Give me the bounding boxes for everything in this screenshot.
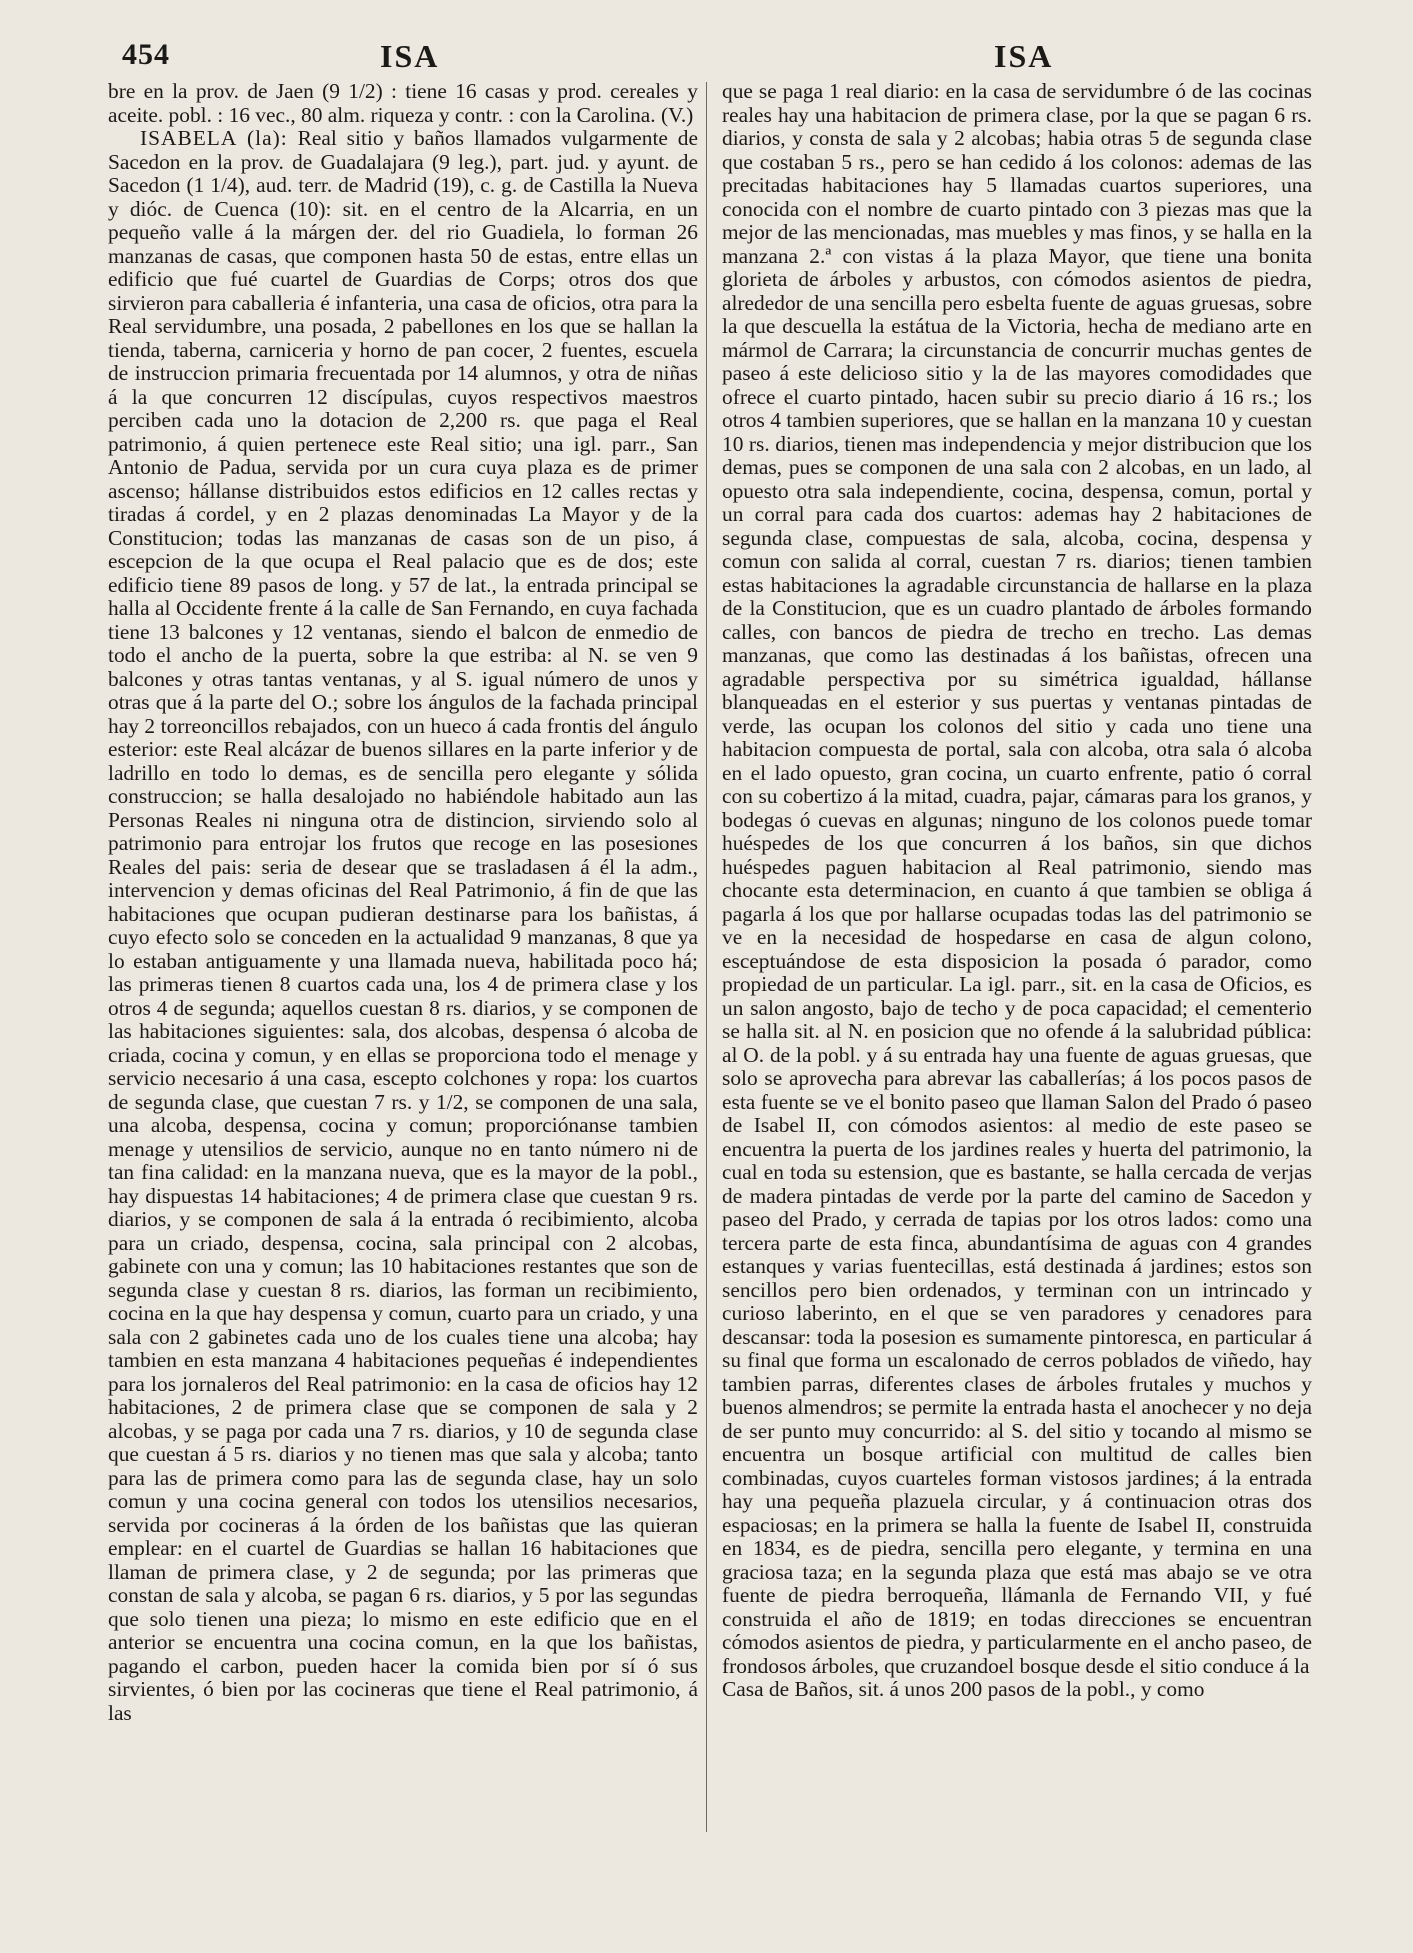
- paragraph-continued: que se paga 1 real diario: en la casa de servidumbre ó de las cocinas reales hay una habitacion de primera clase, por la que se pagan 6 rs. diarios, y consta de sala y 2 alcobas; habia otras 5 de segunda clase que costaban 5 rs., pero se han cedido á los colonos: ademas de las precitadas habitaciones hay 5 llamadas cuartos superiores, una conocida con el nombre de cuarto pintado con 3 piezas mas que la mejor de las mencionadas, mas muebles y mas finos, y se halla en la manzana 2.ª con vistas á la plaza Mayor, que tiene una bonita glorieta de árboles y arbustos, con cómodos asientos de piedra, alrededor de una sencilla pero esbelta fuente de aguas gruesas, sobre la que descuella la estátua de la Victoria, hecha de mediano arte en mármol de Carrara; la circunstancia de concurrir muchas gentes de paseo á este delicioso sitio y la de las mayores comodidades que ofrece el cuarto pintado, hacen subir su precio diario á 16 rs.; los otros 4 tambien superiores, que se hallan en la manzana 10 y cuestan 10 rs. diarios, tienen mas independencia y mejor distribucion que los demas, pues se componen de una sala con 2 alcobas, en un lado, al opuesto otra sala independiente, cocina, despensa, comun, portal y un corral para cada dos cuartos: ademas hay 2 habitaciones de segunda clase, compuestas de sala, alcoba, cocina, despensa y comun con salida al corral, cuestan 7 rs. diarios; tienen tambien estas habitaciones la agradable circunstancia de hallarse en la plaza de la Constitucion, que es un cuadro plantado de árboles formando calles, con bancos de piedra de trecho en trecho. Las demas manzanas, que como las destinadas á los bañistas, ofrecen una agradable perspectiva por su simétrica igualdad, hállanse blanqueadas en el esterior y sus puertas y ventanas pintadas de verde, las ocupan los colonos del sitio y cada uno tiene una habitacion compuesta de portal, sala con alcoba, otra sala ó alcoba en el lado opuesto, gran cocina, un cuarto enfrente, patio ó corral con su cobertizo á la mitad, cuadra, pajar, cámaras para los granos, y bodegas ó cuevas en algunas; ninguno de los colonos puede tomar huéspedes de los que concurren á los baños, sin que dichos huéspedes paguen habitacion al Real patrimonio, siendo mas chocante esta determinacion, en cuanto á que tambien se obliga á pagarla á los que por hallarse ocupadas todas las del patrimonio se ve en la necesidad de hospedarse en casa de algun colono, esceptuándose de esta disposicion la posada ó parador, como propiedad de un particular. La igl. parr., sit. en la casa de Oficios, es un salon angosto, bajo de techo y de poca capacidad; el cementerio se halla sit. al N. en posicion que no ofende á la salubridad pública: al O. de la pobl. y á su entrada hay una fuente de aguas gruesas, que solo se aprovecha para abrevar las caballerías; á los pocos pasos de esta fuente se ve el bonito paseo que llaman Salon del Prado ó paseo de Isabel II, con cómodos asientos: al medio de este paseo se encuentra la puerta de los jardines reales y huerta del patrimonio, la cual en toda su estension, que es bastante, se halla cercada de verjas de madera pintadas de verde por la parte del camino de Sacedon y paseo del Prado, y cerrada de tapias por los otros lados: como una tercera parte de esta finca, abundantísima de aguas con 4 grandes estanques y varias fuentecillas, está destinada á jardines; estos son sencillos pero bien ordenados, y terminan con un intrincado y curioso laberinto, en el que se ven paradores y cenadores para descansar: toda la posesion es sumamente pintoresca, en particular á su final que forma un escalonado de cerros poblados de viñedo, hay tambien parras, diferentes clases de árboles frutales y muchos y buenos almendros; se permite la entrada hasta el anochecer y no deja de ser punto muy concurrido: al S. del sitio y tocando al mismo se encuentra un bosque artificial con multitud de calles bien combinadas, cuyos cuarteles forman vistosos jardines; á la entrada hay una pequeña plazuela circular, y á continuacion otras dos espaciosas; en la primera se halla la fuente de Isabel II, construida en 1834, es de piedra, sencilla pero elegante, y termina en una graciosa taza; en la segunda plaza que está mas abajo se ve otra fuente de piedra berroqueña, llámanla de Fernando VII, y fué construida el año de 1819; en todas direcciones se encuentran cómodos asientos de piedra, y particularmente en el ancho paseo, de frondosos árboles, que cruzandoel bosque desde el sitio conduce á la: [722, 79, 1312, 1678]
- left-column: [108, 80, 698, 1725]
- running-head-right: ISA: [994, 38, 1054, 74]
- entry-isabela: [108, 127, 698, 1725]
- column-divider: [706, 82, 707, 1832]
- entry-body: Real sitio y baños llamados vulgarmente de Sacedon en la prov. de Guadalajara (9 leg.), part. jud. y ayunt. de Sacedon (1 1/4), aud. terr. de Madrid (19), c. g. de Castilla la Nueva y dióc. de Cuenca (10): sit. en el centro de la Alcarria, en un pequeño valle á la márgen der. del rio Guadiela, lo forman 26 manzanas de casas, que componen hasta 50 de estas, entre ellas un edificio que fué cuartel de Guardias de Corps; otros dos que sirvieron para caballeria é infanteria, una casa de oficios, otra para la Real servidumbre, una posada, 2 pabellones en los que se hallan la tienda, taberna, carniceria y horno de pan cocer, 2 fuentes, escuela de instruccion primaria frecuentada por 14 alumnos, y otra de niñas á la que concurren 12 discípulas, cuyos respectivos maestros perciben cada uno la dotacion de 2,200 rs. que paga el Real patrimonio, á quien pertenece este Real sitio; una igl. parr., San Antonio de Padua, servida por un cura cuya plaza es de primer ascenso; hállanse distribuidos estos edificios en 12 calles rectas y tiradas á cordel, y en 2 plazas denominadas La Mayor y de la Constitucion; todas las manzanas de casas son de un piso, á escepcion de la que ocupa el Real palacio que es de dos; este edificio tiene 89 pasos de long. y 57 de lat., la entrada principal se halla al Occidente frente á la calle de San Fernando, en cuya fachada tiene 13 balcones y 12 ventanas, siendo el balcon de enmedio de todo el ancho de la puerta, sobre la que estriba: al N. se ven 9 balcones y otras tantas ventanas, y al S. igual número de unos y otras que á la parte del O.; sobre los ángulos de la fachada principal hay 2 torreoncillos rebajados, con un hueco á cada frontis del ángulo esterior: este Real alcázar de buenos sillares en la parte inferior y de ladrillo en todo lo demas, es de sencilla pero elegante y sólida construccion; se halla desalojado no habiéndole habitado aun las Personas Reales ni ninguna otra de distincion, sirviendo solo al patrimonio para entrojar los frutos que recoge en las posesiones Reales del pais: seria de desear que se trasladasen á él la adm., intervencion y demas oficinas del Real Patrimonio, á fin de que las habitaciones que ocupan pudieran destinarse para los bañistas, á cuyo efecto solo se conceden en la actualidad 9 manzanas, 8 que ya lo estaban antiguamente y una llamada nueva, habilitada poco há; las primeras tienen 8 cuartos cada una, los 4 de primera clase y los otros 4 de segunda; aquellos cuestan 8 rs. diarios, y se componen de las habitaciones siguientes: sala, dos alcobas, despensa ó alcoba de criada, cocina y comun, y en ellas se proporciona todo el menage y servicio necesario á una casa, escepto colchones y ropa: los cuartos de segunda clase, que cuestan 7 rs. y 1/2, se componen de una sala, una alcoba, despensa, cocina y comun; proporciónanse tambien menage y utensilios de servicio, aunque no en tanto número ni de tan fina calidad: en la manzana nueva, que es la mayor de la pobl., hay dispuestas 14 habitaciones; 4 de primera clase que cuestan 9 rs. diarios, y se componen de sala á la entrada ó recibimiento, alcoba para un criado, despensa, cocina, sala principal con 2 alcobas, gabinete con una y comun; las 10 habitaciones restantes que son de segunda clase y cuestan 8 rs. diarios, las forman un recibimiento, cocina en la que hay despensa y comun, cuarto para un criado, y una sala con 2 gabinetes cada uno de los cuales tiene una alcoba; hay tambien en esta manzana 4 habitaciones pequeñas é independientes para los jornaleros del Real patrimonio: en la casa de oficios hay 12 habitaciones, 2 de primera clase que se componen de sala y 2 alcobas, y se paga por cada una 7 rs. diarios, y 10 de segunda clase que cuestan á 5 rs. diarios y no tienen mas que sala y alcoba; tanto para las de primera como para las de segunda clase, hay un solo comun y una cocina general con todos los utensilios necesarios, servida por cocineras á la órden de los bañistas que las quieran emplear: en el cuartel de Guardias se hallan 16 habitaciones que llaman de primera clase, y 2 de segunda; por las primeras que constan de sala y alcoba, se pagan 6 rs. diarios, y 5 por las segundas que solo tienen una pieza; lo mismo en este edificio que en el anterior se encuentra una cocina comun, en la que los bañistas, pagando el carbon, pueden hacer la comida bien por sí ó sus sirvientes, ó bien por las cocineras que tiene el Real patrimonio, á las: [108, 126, 698, 1725]
- paragraph-continuation: bre en la prov. de Jaen (9 1/2) : tiene 16 casas y prod. cereales y aceite. pobl. : 16 vec., 80 alm. riqueza y contr. : con la Carolina. (V.): [108, 79, 698, 127]
- right-column: [722, 80, 1312, 1702]
- paragraph-casa-de-banos: Casa de Baños, sit. á unos 200 pasos de la pobl., y como: [722, 1677, 1205, 1701]
- entry-heading: ISABELA (la):: [140, 126, 288, 150]
- running-head-left: ISA: [380, 38, 440, 74]
- page-header: [0, 38, 1413, 78]
- page-number: 454: [122, 38, 170, 71]
